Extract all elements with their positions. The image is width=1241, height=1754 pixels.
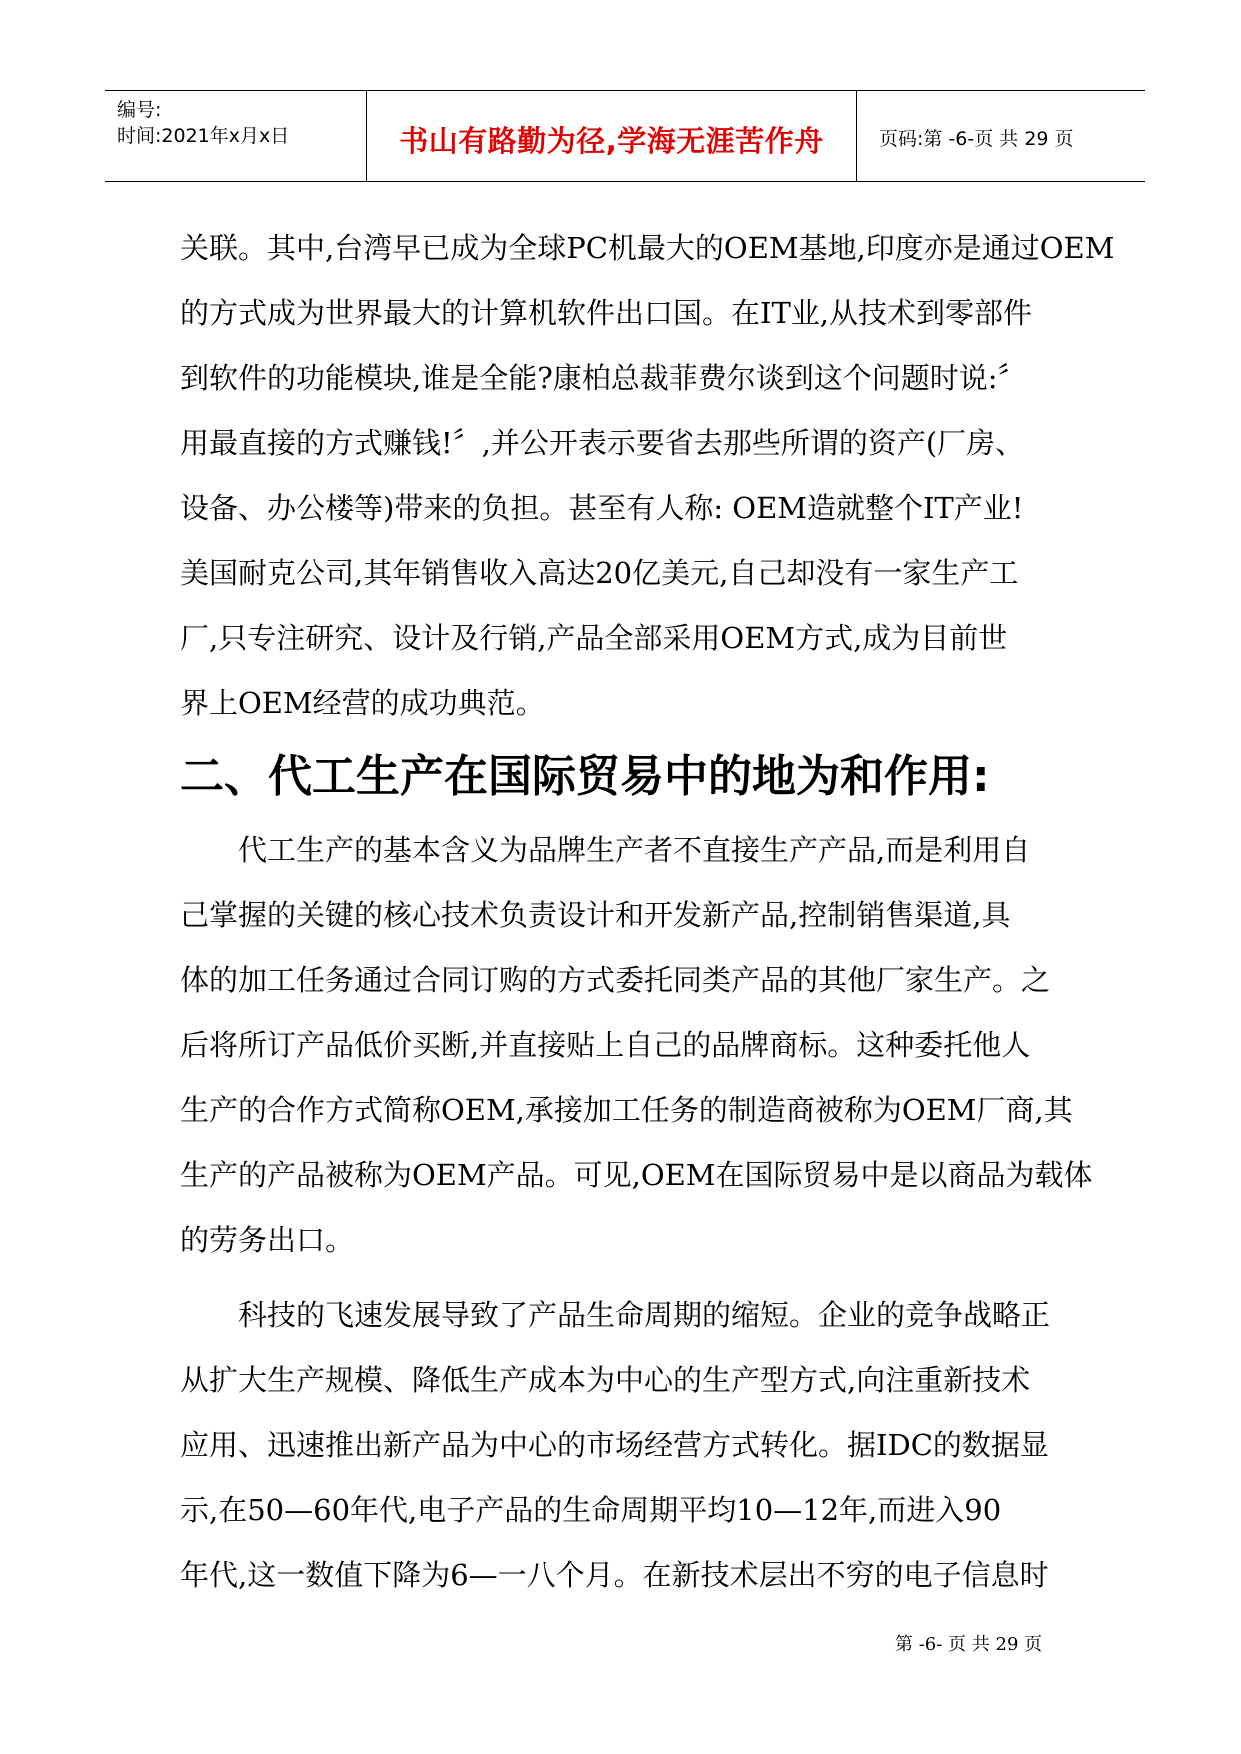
document-number-label: 编号: [117,99,162,121]
text-line: 到软件的功能模块,谁是全能?康柏总裁菲费尔谈到这个问题时说:〞 [180,361,1027,395]
text-line: 年代,这一数值下降为6—一八个月。在新技术层出不穷的电子信息时 [180,1558,1049,1592]
text-line: 代工生产的基本含义为品牌生产者不直接生产产品,而是利用自 [238,833,1031,867]
text-line: 关联。其中,台湾早已成为全球PC机最大的OEM基地,印度亦是通过OEM [180,231,1115,265]
text-line: 用最直接的方式赚钱!〞,并公开表示要省去那些所谓的资产(厂房、 [180,426,1025,460]
paragraph-2 [180,818,1093,1273]
text-line: 科技的飞速发展导致了产品生命周期的缩短。企业的竞争战略正 [238,1298,1051,1332]
header-meta-cell [105,91,367,181]
text-line: 的方式成为世界最大的计算机软件出口国。在IT业,从技术到零部件 [180,296,1033,330]
text-line: 厂,只专注研究、设计及行销,产品全部采用OEM方式,成为目前世 [180,621,1008,655]
header-page-cell [857,91,1145,181]
header-page-info: 页码:第 -6-页 共 29 页 [879,128,1074,150]
page-header [105,90,1145,182]
text-line: 生产的合作方式简称OEM,承接加工任务的制造商被称为OEM厂商,其 [180,1093,1073,1127]
text-line: 的劳务出口。 [180,1223,355,1257]
paragraph-3 [180,1283,1080,1608]
text-line: 从扩大生产规模、降低生产成本为中心的生产型方式,向注重新技术 [180,1363,1031,1397]
text-line: 生产的产品被称为OEM产品。可见,OEM在国际贸易中是以商品为载体 [180,1158,1093,1192]
text-line: 后将所订产品低价买断,并直接贴上自己的品牌商标。这种委托他人 [180,1028,1031,1062]
text-line: 应用、迅速推出新产品为中心的市场经营方式转化。据IDC的数据显 [180,1428,1049,1462]
header-motto: 书山有路勤为径,学海无涯苦作舟 [399,124,824,158]
text-line: 示,在50—60年代,电子产品的生命周期平均10—12年,而进入90 [180,1493,1002,1527]
text-line: 美国耐克公司,其年销售收入高达20亿美元,自己却没有一家生产工 [180,556,1019,590]
text-line: 设备、办公楼等)带来的负担。甚至有人称: OEM造就整个IT产业! [180,491,1024,525]
section-heading: 二、代工生产在国际贸易中的地为和作用: [180,751,990,802]
document-body [180,216,1115,1608]
page-footer: 第 -6- 页 共 29 页 [895,1634,1043,1655]
text-line: 己掌握的关键的核心技术负责设计和开发新产品,控制销售渠道,具 [180,898,1011,932]
document-time-label: 时间:2021年x月x日 [117,125,290,147]
text-line: 体的加工任务通过合同订购的方式委托同类产品的其他厂家生产。之 [180,963,1051,997]
header-motto-cell [367,91,857,181]
paragraph-1 [180,216,1115,736]
text-line: 界上OEM经营的成功典范。 [180,686,545,720]
